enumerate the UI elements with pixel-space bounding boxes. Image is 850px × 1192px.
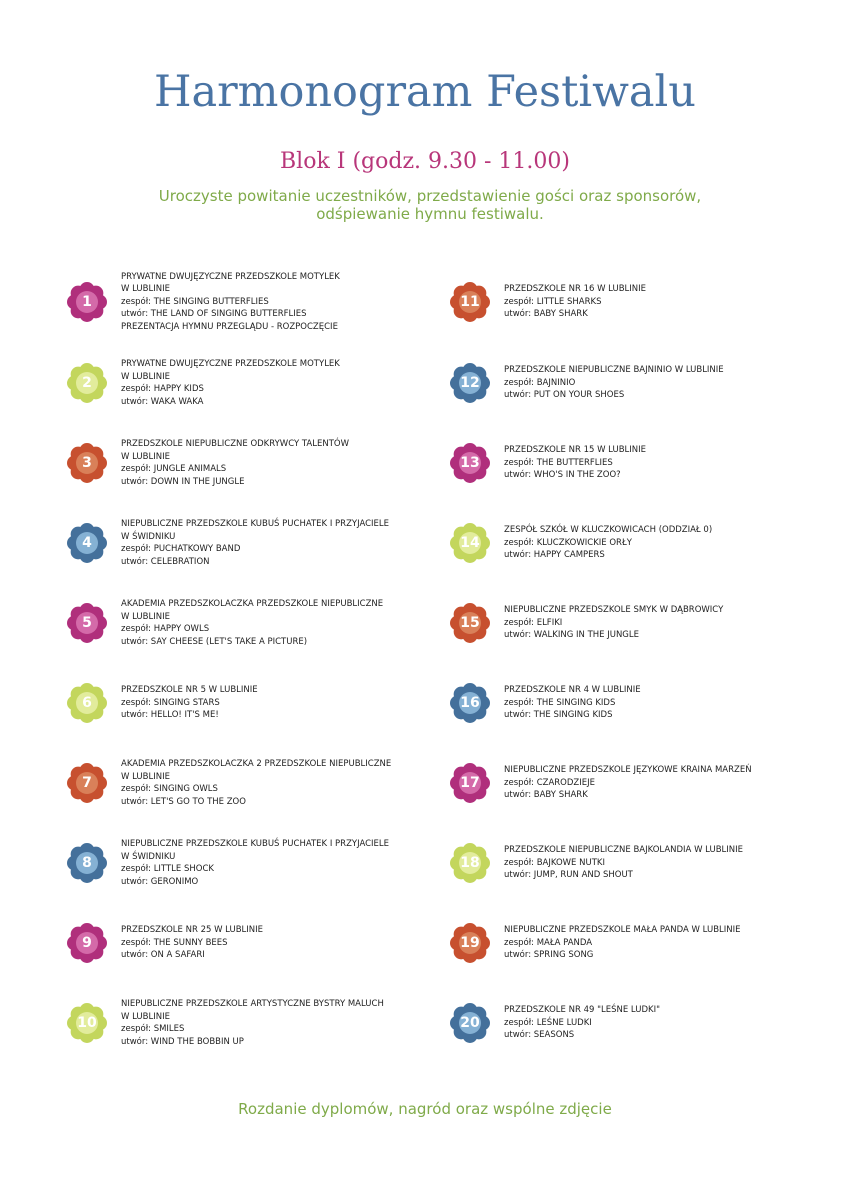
order-number: 13 <box>460 455 480 471</box>
entry-details <box>121 993 407 1053</box>
performance-entry <box>450 513 795 573</box>
school-name: AKADEMIA PRZEDSZKOLACZKA 2 PRZEDSZKOLE NIEPUBLICZNE <box>121 759 392 769</box>
entry-details <box>121 593 407 653</box>
order-badge <box>450 763 490 803</box>
school-name: PRYWATNE DWUJĘZYCZNE PRZEDSZKOLE MOTYLEK <box>121 271 340 282</box>
performance-entry <box>67 353 407 413</box>
entry-details <box>504 272 795 332</box>
school-name: AKADEMIA PRZEDSZKOLACZKA PRZEDSZKOLE NIEPUBLICZNE <box>121 599 384 609</box>
order-badge <box>67 603 107 643</box>
order-number: 12 <box>460 375 480 391</box>
entry-details <box>121 753 407 813</box>
school-name: PRZEDSZKOLE NR 15 W LUBLINIE <box>504 445 647 456</box>
team-name: zespół: MAŁA PANDA <box>504 937 593 948</box>
team-name: zespół: BAJNINIO <box>504 377 576 388</box>
song-title: utwór: WIND THE BOBBIN UP <box>121 1036 244 1047</box>
order-number: 14 <box>460 535 480 551</box>
entry-details <box>504 913 795 973</box>
team-name: zespół: BAJKOWE NUTKI <box>504 857 605 868</box>
entry-details <box>504 433 795 493</box>
performance-entry <box>67 993 407 1053</box>
school-name: NIEPUBLICZNE PRZEDSZKOLE SMYK W DĄBROWICY <box>504 605 724 616</box>
school-name: W ŚWIDNIKU <box>121 851 176 862</box>
order-number: 10 <box>77 1015 97 1031</box>
school-name: W LUBLINIE <box>121 371 170 382</box>
school-name: W LUBLINIE <box>121 284 170 295</box>
order-badge <box>67 523 107 563</box>
performance-entry <box>67 513 407 573</box>
entry-note: PREZENTACJA HYMNU PRZEGLĄDU - ROZPOCZĘCIE <box>121 321 338 332</box>
intro-text: Uroczyste powitanie uczestników, przedstawienie gości oraz sponsorów, odśpiewanie hymnu festiwalu. <box>158 187 702 223</box>
song-title: utwór: DOWN IN THE JUNGLE <box>121 476 245 487</box>
performance-entry <box>450 433 795 493</box>
entry-details <box>504 673 795 733</box>
performance-entry <box>67 433 407 493</box>
team-name: zespół: CZARODZIEJE <box>504 777 595 788</box>
team-name: zespół: LITTLE SHARKS <box>504 296 602 307</box>
order-badge <box>67 683 107 723</box>
order-badge <box>450 443 490 483</box>
entry-details <box>121 673 407 733</box>
school-name: W LUBLINIE <box>121 1011 170 1022</box>
performance-entry <box>450 673 795 733</box>
order-badge <box>450 523 490 563</box>
team-name: zespół: HAPPY KIDS <box>121 384 204 394</box>
team-name: zespół: THE SUNNY BEES <box>121 937 228 948</box>
song-title: utwór: WAKA WAKA <box>121 396 204 407</box>
block-heading: Blok I (godz. 9.30 - 11.00) <box>280 149 570 174</box>
song-title: utwór: LET'S GO TO THE ZOO <box>121 796 246 807</box>
order-badge <box>450 282 490 322</box>
order-number: 2 <box>82 375 92 391</box>
order-number: 9 <box>82 935 92 951</box>
page-title: Harmonogram Festiwalu <box>153 67 696 117</box>
performance-entry <box>450 353 795 413</box>
team-name: zespół: KLUCZKOWICKIE ORŁY <box>504 537 632 548</box>
school-name: ZESPÓŁ SZKÓŁ W KLUCZKOWICACH (ODDZIAŁ 0) <box>504 525 713 536</box>
team-name: zespół: LEŚNE LUDKI <box>504 1017 592 1028</box>
order-number: 5 <box>82 615 92 631</box>
performance-entry <box>450 593 795 653</box>
order-badge <box>450 683 490 723</box>
entry-details <box>504 993 795 1053</box>
team-name: zespół: SINGING OWLS <box>121 784 218 794</box>
performance-entry <box>450 833 795 893</box>
song-title: utwór: HAPPY CAMPERS <box>504 550 605 561</box>
song-title: utwór: HELLO! IT'S ME! <box>121 710 219 721</box>
order-badge <box>67 363 107 403</box>
song-title: utwór: SPRING SONG <box>504 950 594 961</box>
school-name: PRZEDSZKOLE NR 49 "LEŚNE LUDKI" <box>504 1005 660 1016</box>
order-badge <box>67 282 107 322</box>
song-title: utwór: PUT ON YOUR SHOES <box>504 390 625 401</box>
order-number: 18 <box>460 855 480 871</box>
school-name: W LUBLINIE <box>121 451 170 462</box>
school-name: PRZEDSZKOLE NIEPUBLICZNE BAJKOLANDIA W LUBLINIE <box>504 845 744 856</box>
performance-entry <box>67 753 407 813</box>
entry-details <box>121 913 407 973</box>
entry-details <box>504 513 795 573</box>
order-badge <box>67 443 107 483</box>
song-title: utwór: SAY CHEESE (LET'S TAKE A PICTURE) <box>121 636 308 647</box>
song-title: utwór: GERONIMO <box>121 876 199 887</box>
performance-entry <box>67 673 407 733</box>
song-title: utwór: CELEBRATION <box>121 556 210 567</box>
order-badge <box>67 923 107 963</box>
closing-text: Rozdanie dyplomów, nagród oraz wspólne zdjęcie <box>238 1100 612 1118</box>
team-name: zespół: SMILES <box>121 1024 185 1034</box>
entry-details <box>121 513 407 573</box>
entry-details <box>121 433 407 493</box>
order-badge <box>67 763 107 803</box>
order-badge <box>67 843 107 883</box>
school-name: NIEPUBLICZNE PRZEDSZKOLE KUBUŚ PUCHATEK I PRZYJACIELE <box>121 839 390 849</box>
entry-details <box>504 833 795 893</box>
order-badge <box>450 843 490 883</box>
order-number: 3 <box>82 455 92 471</box>
performance-entry <box>67 833 407 893</box>
order-badge <box>67 1003 107 1043</box>
performance-entry <box>450 272 795 332</box>
team-name: zespół: LITTLE SHOCK <box>121 864 214 874</box>
team-name: zespół: THE SINGING KIDS <box>504 697 616 708</box>
performance-entry <box>450 753 795 813</box>
team-name: zespół: ELFIKI <box>504 617 563 628</box>
order-number: 11 <box>460 294 480 310</box>
order-badge <box>450 923 490 963</box>
school-name: W ŚWIDNIKU <box>121 531 176 542</box>
school-name: PRZEDSZKOLE NIEPUBLICZNE BAJNINIO W LUBLINIE <box>504 365 724 376</box>
order-number: 7 <box>82 775 92 791</box>
order-badge <box>450 363 490 403</box>
performance-entry <box>450 913 795 973</box>
song-title: utwór: THE LAND OF SINGING BUTTERFLIES <box>121 309 307 320</box>
order-number: 17 <box>460 775 480 791</box>
entry-details <box>504 753 795 813</box>
school-name: PRZEDSZKOLE NR 4 W LUBLINIE <box>504 685 641 696</box>
song-title: utwór: THE SINGING KIDS <box>504 710 613 721</box>
song-title: utwór: SEASONS <box>504 1030 575 1041</box>
school-name: PRZEDSZKOLE NR 5 W LUBLINIE <box>121 685 258 696</box>
school-name: PRZEDSZKOLE NIEPUBLICZNE ODKRYWCY TALENTÓW <box>121 439 349 449</box>
school-name: NIEPUBLICZNE PRZEDSZKOLE MAŁA PANDA W LUBLINIE <box>504 925 741 936</box>
school-name: PRYWATNE DWUJĘZYCZNE PRZEDSZKOLE MOTYLEK <box>121 359 340 369</box>
order-number: 16 <box>460 695 480 711</box>
order-number: 8 <box>82 855 92 871</box>
song-title: utwór: WALKING IN THE JUNGLE <box>504 630 640 641</box>
order-number: 6 <box>82 695 92 711</box>
team-name: zespół: PUCHATKOWY BAND <box>121 544 241 554</box>
song-title: utwór: BABY SHARK <box>504 790 588 801</box>
school-name: NIEPUBLICZNE PRZEDSZKOLE KUBUŚ PUCHATEK I PRZYJACIELE <box>121 519 390 529</box>
entry-details <box>121 833 407 893</box>
song-title: utwór: WHO'S IN THE ZOO? <box>504 470 621 481</box>
song-title: utwór: JUMP, RUN AND SHOUT <box>504 870 633 881</box>
team-name: zespół: THE BUTTERFLIES <box>504 457 613 468</box>
school-name: NIEPUBLICZNE PRZEDSZKOLE ARTYSTYCZNE BYSTRY MALUCH <box>121 999 384 1009</box>
team-name: zespół: JUNGLE ANIMALS <box>121 464 227 474</box>
entry-details <box>504 353 795 413</box>
entry-details <box>121 272 407 332</box>
school-name: NIEPUBLICZNE PRZEDSZKOLE JĘZYKOWE KRAINA MARZEŃ <box>504 765 752 776</box>
song-title: utwór: BABY SHARK <box>504 309 588 320</box>
team-name: zespół: HAPPY OWLS <box>121 624 210 634</box>
order-badge <box>450 603 490 643</box>
order-number: 4 <box>82 535 92 551</box>
order-number: 15 <box>460 615 480 631</box>
order-number: 20 <box>460 1015 480 1031</box>
performance-entry <box>67 913 407 973</box>
order-badge <box>450 1003 490 1043</box>
school-name: W LUBLINIE <box>121 611 170 622</box>
order-number: 1 <box>82 294 92 310</box>
entry-details <box>504 593 795 653</box>
entry-details <box>121 353 407 413</box>
performance-entry <box>67 593 407 653</box>
team-name: zespół: SINGING STARS <box>121 697 220 708</box>
team-name: zespół: THE SINGING BUTTERFLIES <box>121 296 269 307</box>
order-number: 19 <box>460 935 480 951</box>
school-name: PRZEDSZKOLE NR 16 W LUBLINIE <box>504 284 647 295</box>
performance-entry <box>67 272 407 332</box>
school-name: W LUBLINIE <box>121 771 170 782</box>
performance-entry <box>450 993 795 1053</box>
school-name: PRZEDSZKOLE NR 25 W LUBLINIE <box>121 925 264 936</box>
song-title: utwór: ON A SAFARI <box>121 950 205 961</box>
